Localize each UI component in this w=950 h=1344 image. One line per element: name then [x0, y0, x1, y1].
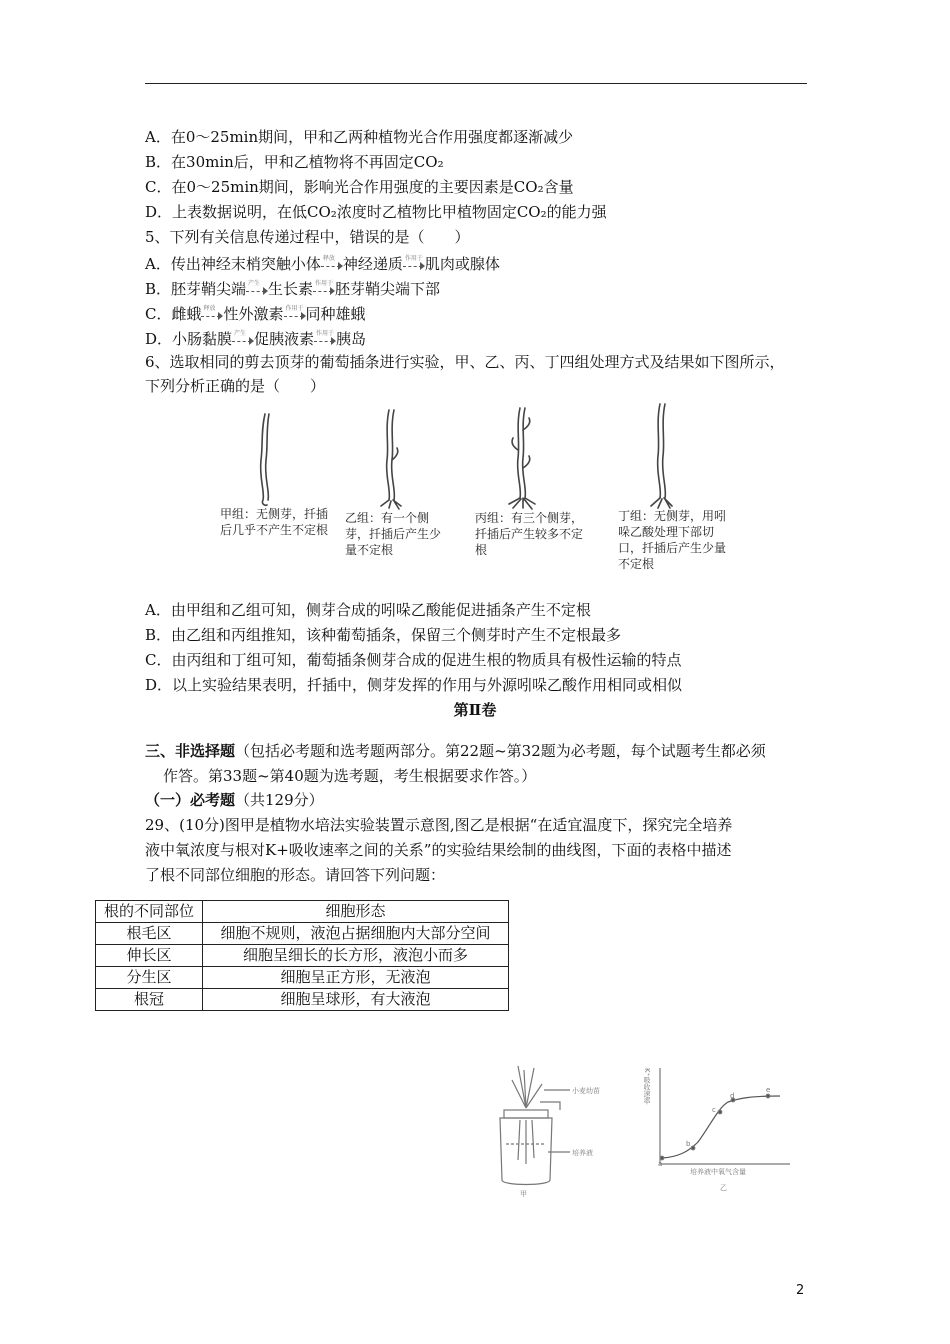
q5-option-a	[145, 254, 500, 274]
q5-option-b	[145, 279, 440, 299]
table-row	[96, 923, 509, 945]
page-number: 2	[796, 1283, 805, 1298]
table-cell: 根毛区	[96, 923, 203, 945]
q6-stem-line1: 6、选取相同的剪去顶芽的葡萄插条进行实验，甲、乙、丙、丁四组处理方式及结果如下图所示，	[145, 353, 785, 371]
cutting-yi	[387, 410, 390, 500]
q29-line3: 了根不同部位细胞的形态。请回答下列问题：	[145, 866, 446, 884]
q5-d-source: D．小肠黏膜	[145, 330, 233, 348]
q5-a-target: 肌肉或腺体	[424, 255, 500, 273]
absorption-curve	[662, 1096, 780, 1158]
q5-a-signal: 神经递质	[342, 255, 403, 273]
q5-c-target: 同种雄蛾	[305, 305, 366, 323]
q5-c-signal: 性外激素	[223, 305, 284, 323]
q29-line2: 液中氧浓度与根对K+吸收速率之间的关系”的实验结果绘制的曲线图，下面的表格中描述	[145, 841, 732, 859]
caption-jia: 甲	[520, 1190, 527, 1198]
q5-b-target: 胚芽鞘尖端下部	[335, 280, 441, 298]
cutting-ding	[658, 404, 661, 498]
q5-b-source: B．胚芽鞘尖端	[145, 280, 247, 298]
part3-heading: 三、非选择题	[145, 742, 236, 760]
q6-option-c: C．由丙组和丁组可知，葡萄插条侧芽合成的促进生根的物质具有极性运输的特点	[145, 651, 682, 669]
q4-option-c: C．在0～25min期间，影响光合作用强度的主要因素是CO₂含量	[145, 178, 574, 196]
required-heading: （一）必考题	[145, 791, 236, 809]
cutting-label-yi: 乙组：有一个侧芽，扦插后产生少量不定根	[345, 511, 442, 557]
q5-option-d	[145, 329, 366, 349]
table-cell: 细胞呈细长的长方形，液泡小而多	[203, 945, 509, 967]
wheat-seedling-icon	[512, 1066, 542, 1108]
hydroponics-and-curve	[490, 1060, 800, 1200]
q6-option-b: B．由乙组和丙组推知，该种葡萄插条，保留三个侧芽时产生不定根最多	[145, 626, 622, 644]
q5-d-target: 胰岛	[336, 330, 367, 348]
arrow-icon: 作用于	[284, 308, 306, 322]
jar-lid	[504, 1110, 548, 1118]
curve-axes	[660, 1068, 790, 1164]
q29-line1: 29、(10分)图甲是植物水培法实验装置示意图,图乙是根据“在适宜温度下，探究完全培养	[145, 816, 733, 834]
point-b: b	[686, 1140, 691, 1148]
q4-option-a: A．在0～25min期间，甲和乙两种植物光合作用强度都逐渐减少	[145, 128, 574, 146]
caption-yi: 乙	[720, 1184, 727, 1192]
arrow-icon: 产生	[232, 333, 254, 347]
hydroponics-figure	[490, 1060, 800, 1200]
q4-option-b: B．在30min后，甲和乙植物将不再固定CO₂	[145, 153, 444, 171]
label-solution: 培养液	[572, 1149, 593, 1157]
label-plant: 小麦幼苗	[572, 1087, 600, 1095]
q6-option-a: A．由甲组和乙组可知，侧芽合成的吲哚乙酸能促进插条产生不定根	[145, 601, 591, 619]
arrow-icon: 释放	[321, 258, 343, 272]
table-header-row	[96, 901, 509, 923]
table-row	[96, 989, 509, 1011]
q6-stem-line2: 下列分析正确的是（ ）	[145, 377, 326, 395]
q5-b-signal: 生长素	[268, 280, 314, 298]
point-c: c	[712, 1106, 716, 1114]
arrow-icon: 产生	[246, 283, 268, 297]
required-heading-line	[145, 790, 324, 810]
table-header-cell: 根的不同部位	[96, 901, 203, 923]
table-cell: 分生区	[96, 967, 203, 989]
q5-c-source: C．雌蛾	[145, 305, 202, 323]
q4-option-d: D．上表数据说明，在低CO₂浓度时乙植物比甲植物固定CO₂的能力强	[145, 203, 607, 221]
section-title: 第Ⅱ卷	[453, 701, 497, 719]
table-header-cell: 细胞形态	[203, 901, 509, 923]
required-note: （共129分）	[235, 791, 324, 809]
table-row	[96, 945, 509, 967]
cutting-label-ding: 丁组：无侧芽，用吲哚乙酸处理下部切口，扦插后产生少量不定根	[618, 509, 727, 571]
y-axis-label: K⁺吸收速率	[643, 1068, 651, 1105]
q5-d-signal: 促胰液素	[254, 330, 315, 348]
part3-intro-line2: 作答。第33题~第40题为选考题，考生根据要求作答。）	[163, 767, 537, 785]
q6-option-d: D．以上实验结果表明，扦插中，侧芽发挥的作用与外源吲哚乙酸作用相同或相似	[145, 676, 683, 694]
arrow-icon: 释放	[201, 308, 223, 322]
table-cell: 细胞不规则，液泡占据细胞内大部分空间	[203, 923, 509, 945]
cuttings-figure	[213, 400, 733, 578]
q5-a-source: A．传出神经末梢突触小体	[145, 255, 321, 273]
arrow-icon: 作用于	[314, 333, 336, 347]
table-cell: 细胞呈球形，有大液泡	[203, 989, 509, 1011]
header-rule	[145, 83, 807, 84]
point-d: d	[730, 1092, 735, 1100]
part3-intro-line1	[145, 741, 766, 761]
q5-option-c	[145, 304, 366, 324]
q5-stem: 5、下列有关信息传递过程中，错误的是（ ）	[145, 228, 470, 246]
table-row	[96, 967, 509, 989]
cutting-label-jia: 甲组：无侧芽，扦插后几乎不产生不定根	[220, 507, 329, 537]
table-cell: 根冠	[96, 989, 203, 1011]
part3-text: （包括必考题和选考题两部分。第22题~第32题为必考题，每个试题考生都必须	[235, 742, 766, 760]
x-axis-label: 培养液中氧气含量	[690, 1168, 746, 1176]
cutting-bing	[518, 408, 521, 498]
table-cell: 伸长区	[96, 945, 203, 967]
point-a: a	[658, 1160, 663, 1168]
root-morphology-table	[95, 900, 509, 1011]
cutting-label-bing: 丙组：有三个侧芽，扦插后产生较多不定根	[475, 511, 584, 557]
table-cell: 细胞呈正方形，无液泡	[203, 967, 509, 989]
point-e: e	[766, 1086, 771, 1094]
arrow-icon: 作用于	[403, 258, 425, 272]
arrow-icon: 作用于	[313, 283, 335, 297]
